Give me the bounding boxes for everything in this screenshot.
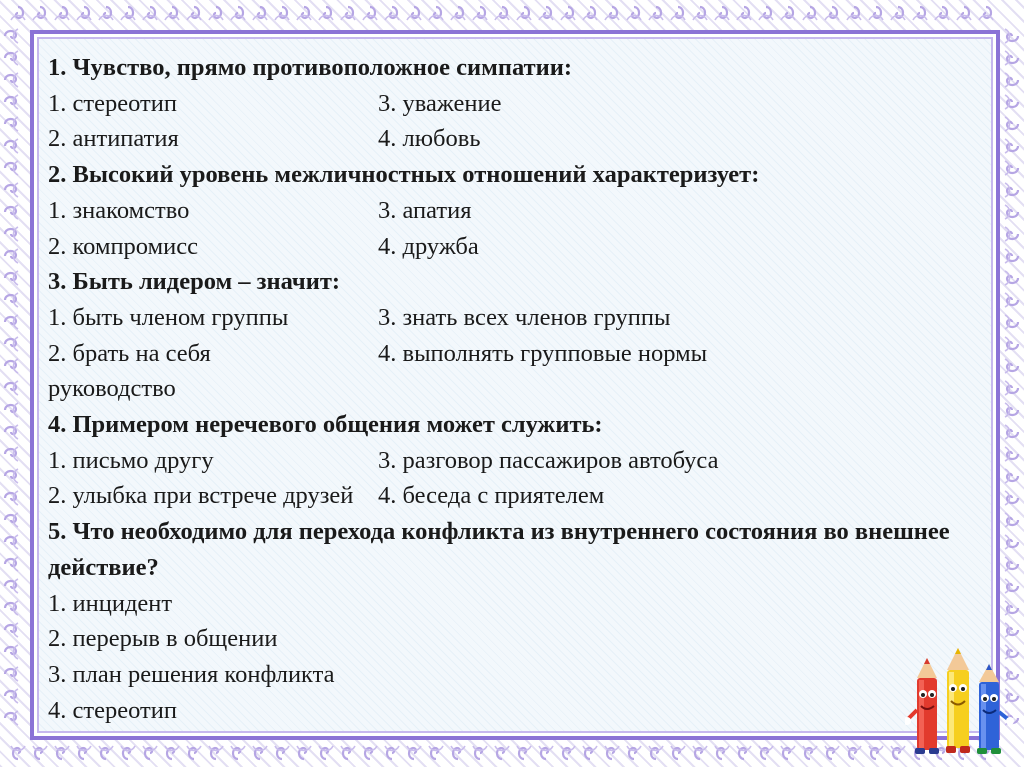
option-2-1: 1. знакомство xyxy=(48,196,190,224)
question-4-title: 4. Примером неречевого общения может служить: xyxy=(48,411,603,439)
option-1-4: 4. любовь xyxy=(378,125,481,153)
blue-pencil-icon xyxy=(977,664,1014,754)
test-content xyxy=(48,50,948,728)
option-3-1: 1. быть членом группы xyxy=(48,303,289,331)
option-1-3: 3. уважение xyxy=(378,89,502,117)
option-2-3: 3. апатия xyxy=(378,196,472,224)
question-3-row-1 xyxy=(48,300,948,336)
question-1-row-2 xyxy=(48,121,948,157)
pencil-characters-image xyxy=(905,648,1015,760)
yellow-pencil-icon xyxy=(946,648,970,753)
question-2-row-1 xyxy=(48,193,948,229)
question-2-row-2 xyxy=(48,229,948,265)
question-2-title: 2. Высокий уровень межличностных отношений характеризует: xyxy=(48,161,760,189)
question-1-row-1 xyxy=(48,86,948,122)
option-5-3: 3. план решения конфликта xyxy=(48,660,335,688)
question-4-row-1 xyxy=(48,443,948,479)
option-4-4: 4. беседа с приятелем xyxy=(378,482,605,510)
question-5-title-continuation: действие? xyxy=(48,553,159,581)
option-5-2: 2. перерыв в общении xyxy=(48,625,278,653)
question-4-row-2 xyxy=(48,478,948,514)
question-3-title: 3. Быть лидером – значит: xyxy=(48,268,341,296)
option-2-4: 4. дружба xyxy=(378,232,479,260)
option-3-2: 2. брать на себя xyxy=(48,339,211,367)
option-5-1: 1. инцидент xyxy=(48,589,173,617)
option-4-3: 3. разговор пассажиров автобуса xyxy=(378,446,719,474)
question-5-title: 5. Что необходимо для перехода конфликта из внутреннего состояния во внешнее xyxy=(48,518,950,546)
option-1-2: 2. антипатия xyxy=(48,125,179,153)
option-4-2: 2. улыбка при встрече друзей xyxy=(48,482,354,510)
question-3-row-2 xyxy=(48,336,948,372)
option-4-1: 1. письмо другу xyxy=(48,446,214,474)
question-1-title: 1. Чувство, прямо противоположное симпатии: xyxy=(48,54,572,81)
option-5-4: 4. стереотип xyxy=(48,696,177,724)
red-pencil-icon xyxy=(905,658,939,754)
option-3-2-continuation: руководство xyxy=(48,375,176,403)
option-3-3: 3. знать всех членов группы xyxy=(378,303,671,331)
option-2-2: 2. компромисс xyxy=(48,232,198,260)
option-3-4: 4. выполнять групповые нормы xyxy=(378,339,708,367)
option-1-1: 1. стереотип xyxy=(48,89,177,117)
